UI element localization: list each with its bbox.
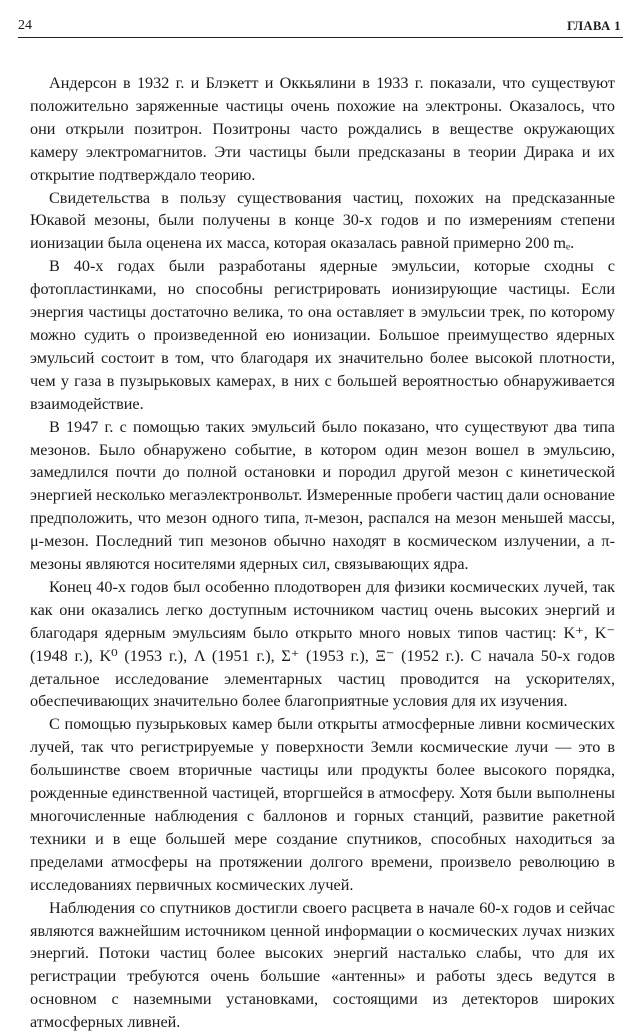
paragraph-6: С помощью пузырьковых камер были открыты атмосферные ливни космических лучей, так что регистрируемые у поверхности Земли космические лучи — это в большинстве своем вторичные частицы или продукты более высокого порядка, рожденные единственной частицей, вторгшейся в атмосферу. Хотя были выполнены многочисленные наблюдения с баллонов и горных станций, развитие ракетной техники и в еще большей мере создание спутников, способных находиться за пределами атмосферы на протяжении долгого времени, произвело революцию в исследованиях первичных космических лучей. (30, 715, 615, 894)
header-rule (18, 37, 623, 38)
paragraph-1: Андерсон в 1932 г. и Блэкетт и Оккьялини в 1933 г. показали, что существуют положительно заряженные частицы очень похожие на электроны. Оказалось, что они открыли позитрон. Позитроны часто рождались в веществе окружающих камеру электромагнитов. Эти частицы были предсказаны в теории Дирака и их открытие подтверждало теорию. (30, 74, 615, 184)
body-text (30, 72, 615, 1034)
paragraph-3: В 40-х годах были разработаны ядерные эмульсии, которые сходны с фотопластинками, но способны регистрировать ионизирующие частицы. Если энергия частицы достаточно велика, то она оставляет в эмульсии трек, по которому можно судить о произведенной ею ионизации. Большое преимущество ядерных эмульсий состоит в том, что благодаря их значительно более высокой плотности, чем у газа в пузырьковых камерах, в них с большей вероятностью обнаруживается взаимодействие. (30, 257, 615, 413)
running-head (18, 16, 621, 36)
paragraph-5: Конец 40-х годов был особенно плодотворен для физики космических лучей, так как они оказались легко доступным источником частиц очень высоких энергий и благодаря ядерным эмульсиям было открыто много новых типов частиц: K⁺, K⁻ (1948 г.), K⁰ (1953 г.), Λ (1951 г.), Σ⁺ (1953 г.), Ξ⁻ (1952 г.). С начала 50-х годов детальное исследование элементарных частиц проводится на ускорителях, обеспечивающих значительно более благоприятные условия для их изучения. (30, 577, 615, 711)
paragraph-4: В 1947 г. с помощью таких эмульсий было показано, что существуют два типа мезонов. Было обнаружено событие, в котором один мезон вошел в эмульсию, замедлился почти до полной остановки и породил другой мезон с кинетической энергией несколько мегаэлектронвольт. Измеренные пробеги частиц дали основание предположить, что мезон одного типа, π-мезон, распался на мезон меньшей массы, μ-мезон. Последний тип мезонов обычно находят в космическом излучении, а π-мезоны являются носителями ядерных сил, связывающих ядра. (30, 417, 615, 574)
paragraph-2: Свидетельства в пользу существования частиц, похожих на предсказанные Юкавой мезоны, были получены в конце 30-х годов и по измерениям степени ионизации была оценена их масса, которая оказалась равной примерно 200 mₑ. (30, 188, 615, 253)
chapter-label: ГЛАВА 1 (567, 19, 621, 33)
paragraph-7: Наблюдения со спутников достигли своего расцвета в начале 60-х годов и сейчас являются важнейшим источником ценной информации о космических лучах низких энергий. Потоки частиц более высоких энергий насталько слабы, что для их регистрации требуются очень большие «антенны» и работы здесь ведутся в основном с наземными установками, состоящими из детекторов широких атмосферных ливней. (30, 898, 615, 1032)
page-number: 24 (18, 18, 32, 33)
